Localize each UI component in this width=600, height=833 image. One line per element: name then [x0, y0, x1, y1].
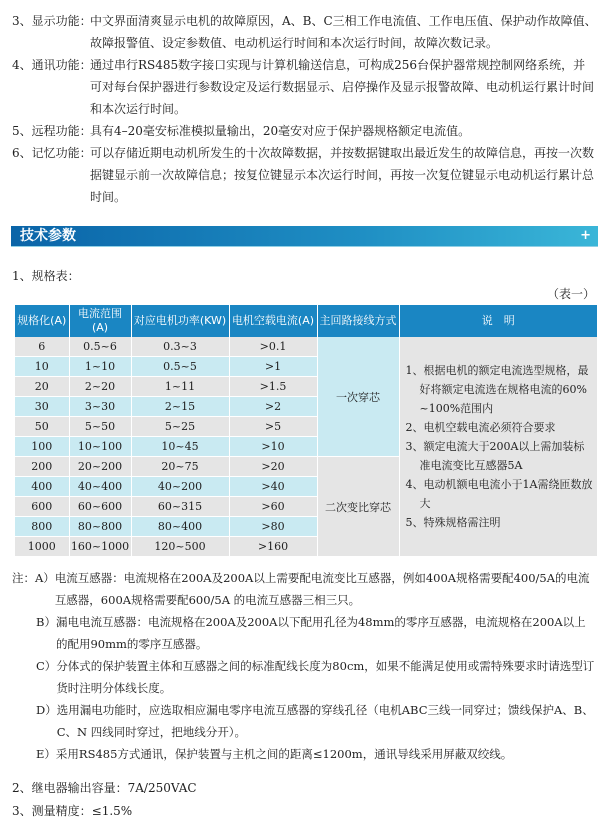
table-cell: >20 — [229, 457, 317, 477]
note-text: 电流互感器：电流规格在200A及200A以上需要配电流变比互感器，例如400A规格需要配400/5A的电流互感器，600A规格需要配600/5A 的电流互感器三相三只。 — [54, 571, 590, 607]
feature-text: 中文界面清爽显示电机的故障原因，A、B、C三相工作电流值、工作电压值、保护动作故障值、故障报警值、设定参数值、电动机运行时间和本次运行时间，故障次数记录。 — [90, 14, 597, 50]
note-item — [12, 611, 597, 655]
table-cell: 200 — [15, 457, 69, 477]
column-header: 主回路接线方式 — [317, 305, 399, 337]
relay-capacity: 2、继电器输出容量：7A/250VAC — [12, 781, 197, 795]
table-cell: 40~400 — [69, 477, 131, 497]
note-key: E） — [36, 747, 56, 761]
table-cell: 2~20 — [69, 377, 131, 397]
note-item — [12, 655, 597, 699]
table-cell: 10 — [15, 357, 69, 377]
table-cell: 20~75 — [131, 457, 229, 477]
wiring-method-cell: 一次穿芯 — [317, 337, 399, 457]
feature-item — [12, 10, 597, 54]
table-cell: 0.3~3 — [131, 337, 229, 357]
table-cell: 600 — [15, 497, 69, 517]
note-item — [12, 743, 597, 765]
table-cell: 30 — [15, 397, 69, 417]
table-cell: 60~600 — [69, 497, 131, 517]
description-item: 4、电动机额电电流小于1A需绕匝数放大 — [405, 478, 593, 510]
notes — [12, 567, 597, 765]
table-cell: >1.5 — [229, 377, 317, 397]
table-cell: >0.1 — [229, 337, 317, 357]
note-key: D） — [36, 703, 57, 717]
description-item: 2、电机空载电流必须符合要求 — [405, 421, 556, 434]
expand-toggle[interactable]: + — [580, 228, 591, 243]
column-header: 对应电机功率(KW) — [131, 305, 229, 337]
column-header: 说 明 — [399, 305, 598, 337]
table-cell: 5~50 — [69, 417, 131, 437]
note-key: B） — [36, 615, 56, 629]
description-item: 3、额定电流大于200A以上需加装标准电流变比互感器5A — [405, 440, 585, 472]
note-key: 注：A） — [12, 571, 55, 585]
table-cell: 0.5~5 — [131, 357, 229, 377]
table-cell: 1000 — [15, 537, 69, 557]
feature-list — [12, 10, 597, 208]
feature-label: 6、记忆功能： — [12, 146, 92, 160]
table-cell: 0.5~6 — [69, 337, 131, 357]
description-item: 1、根据电机的额定电流选型规格，最好将额定电流选在规格电流的60%~100%范围内 — [405, 364, 589, 415]
feature-item — [12, 142, 597, 208]
extra-specs — [12, 777, 597, 823]
note-key: C） — [36, 659, 57, 673]
table-cell: 20 — [15, 377, 69, 397]
table-cell: >60 — [229, 497, 317, 517]
table-cell: 3~30 — [69, 397, 131, 417]
table-cell: >160 — [229, 537, 317, 557]
feature-label: 4、通讯功能： — [12, 58, 92, 72]
table-row — [15, 337, 598, 357]
note-text: 漏电电流互感器：电流规格在200A及200A以下配用孔径为48mm的零序互感器，电流规格在200A以上的配用90mm的零序互感器。 — [55, 615, 586, 651]
table-cell: 80~800 — [69, 517, 131, 537]
table-cell: 1~10 — [69, 357, 131, 377]
feature-label: 5、远程功能： — [12, 124, 92, 138]
table-cell: 50 — [15, 417, 69, 437]
note-text: 选用漏电功能时，应选取相应漏电零序电流互感器的穿线孔径（电机ABC三线一同穿过；馈线保护A、B、C、N 四线同时穿过，把地线分开）。 — [56, 703, 594, 739]
note-item — [12, 567, 597, 611]
feature-label: 3、显示功能： — [12, 14, 92, 28]
wiring-method-cell: 二次变比穿芯 — [317, 457, 399, 557]
table-cell: >80 — [229, 517, 317, 537]
table-cell: 20~200 — [69, 457, 131, 477]
feature-text: 可以存储近期电动机所发生的十次故障数据，并按数据键取出最近发生的故障信息，再按一次数据键显示前一次故障信息；按复位键显示本次运行时间，再按一次复位键显示电动机运行累计总时间。 — [90, 146, 595, 204]
note-text: 分体式的保护装置主体和互感器之间的标准配线长度为80cm，如果不能满足使用或需特殊要求时请选型订货时注明分体线长度。 — [56, 659, 595, 695]
table-cell: 160~1000 — [69, 537, 131, 557]
table-cell: 120~500 — [131, 537, 229, 557]
table-cell: >1 — [229, 357, 317, 377]
table-cell: 400 — [15, 477, 69, 497]
feature-text: 通过串行RS485数字接口实现与计算机输送信息，可构成256台保护器常规控制网络系统，并可对每台保护器进行参数设定及运行数据显示、启停操作及显示报警故障、电动机运行累计时间和本次运行时间。 — [90, 58, 595, 116]
table-cell: 10~100 — [69, 437, 131, 457]
spec-table — [15, 305, 598, 557]
section-header — [11, 226, 598, 247]
table-cell: 5~25 — [131, 417, 229, 437]
table-cell: 800 — [15, 517, 69, 537]
table-cell: 60~315 — [131, 497, 229, 517]
table-cell: 1~11 — [131, 377, 229, 397]
table-cell: >10 — [229, 437, 317, 457]
table-cell: >2 — [229, 397, 317, 417]
note-text: 采用RS485方式通讯，保护装置与主机之间的距离≤1200m，通讯导线采用屏蔽双绞线。 — [55, 747, 513, 761]
table-cell: 100 — [15, 437, 69, 457]
table-cell: 80~400 — [131, 517, 229, 537]
description-cell — [399, 337, 598, 557]
feature-item — [12, 54, 597, 120]
table-cell: 2~15 — [131, 397, 229, 417]
measurement-accuracy: 3、测量精度：≤1.5% — [12, 804, 133, 818]
column-header: 电流范围(A) — [69, 305, 131, 337]
table-cell: 10~45 — [131, 437, 229, 457]
description-item: 5、特殊规格需注明 — [405, 516, 501, 529]
table-cell: 6 — [15, 337, 69, 357]
feature-item — [12, 120, 597, 142]
column-header: 规格化(A) — [15, 305, 69, 337]
table-cell: >5 — [229, 417, 317, 437]
column-header: 电机空载电流(A) — [229, 305, 317, 337]
spec-subtitle: 1、规格表： — [12, 269, 80, 283]
section-title: 技术参数 — [20, 228, 76, 244]
feature-text: 具有4–20毫安标准模拟量输出，20毫安对应于保护器规格额定电流值。 — [90, 124, 471, 138]
note-item — [12, 699, 597, 743]
table-cell: >40 — [229, 477, 317, 497]
table-number: （表一） — [546, 287, 595, 301]
table-header-row — [15, 305, 598, 337]
table-cell: 40~200 — [131, 477, 229, 497]
